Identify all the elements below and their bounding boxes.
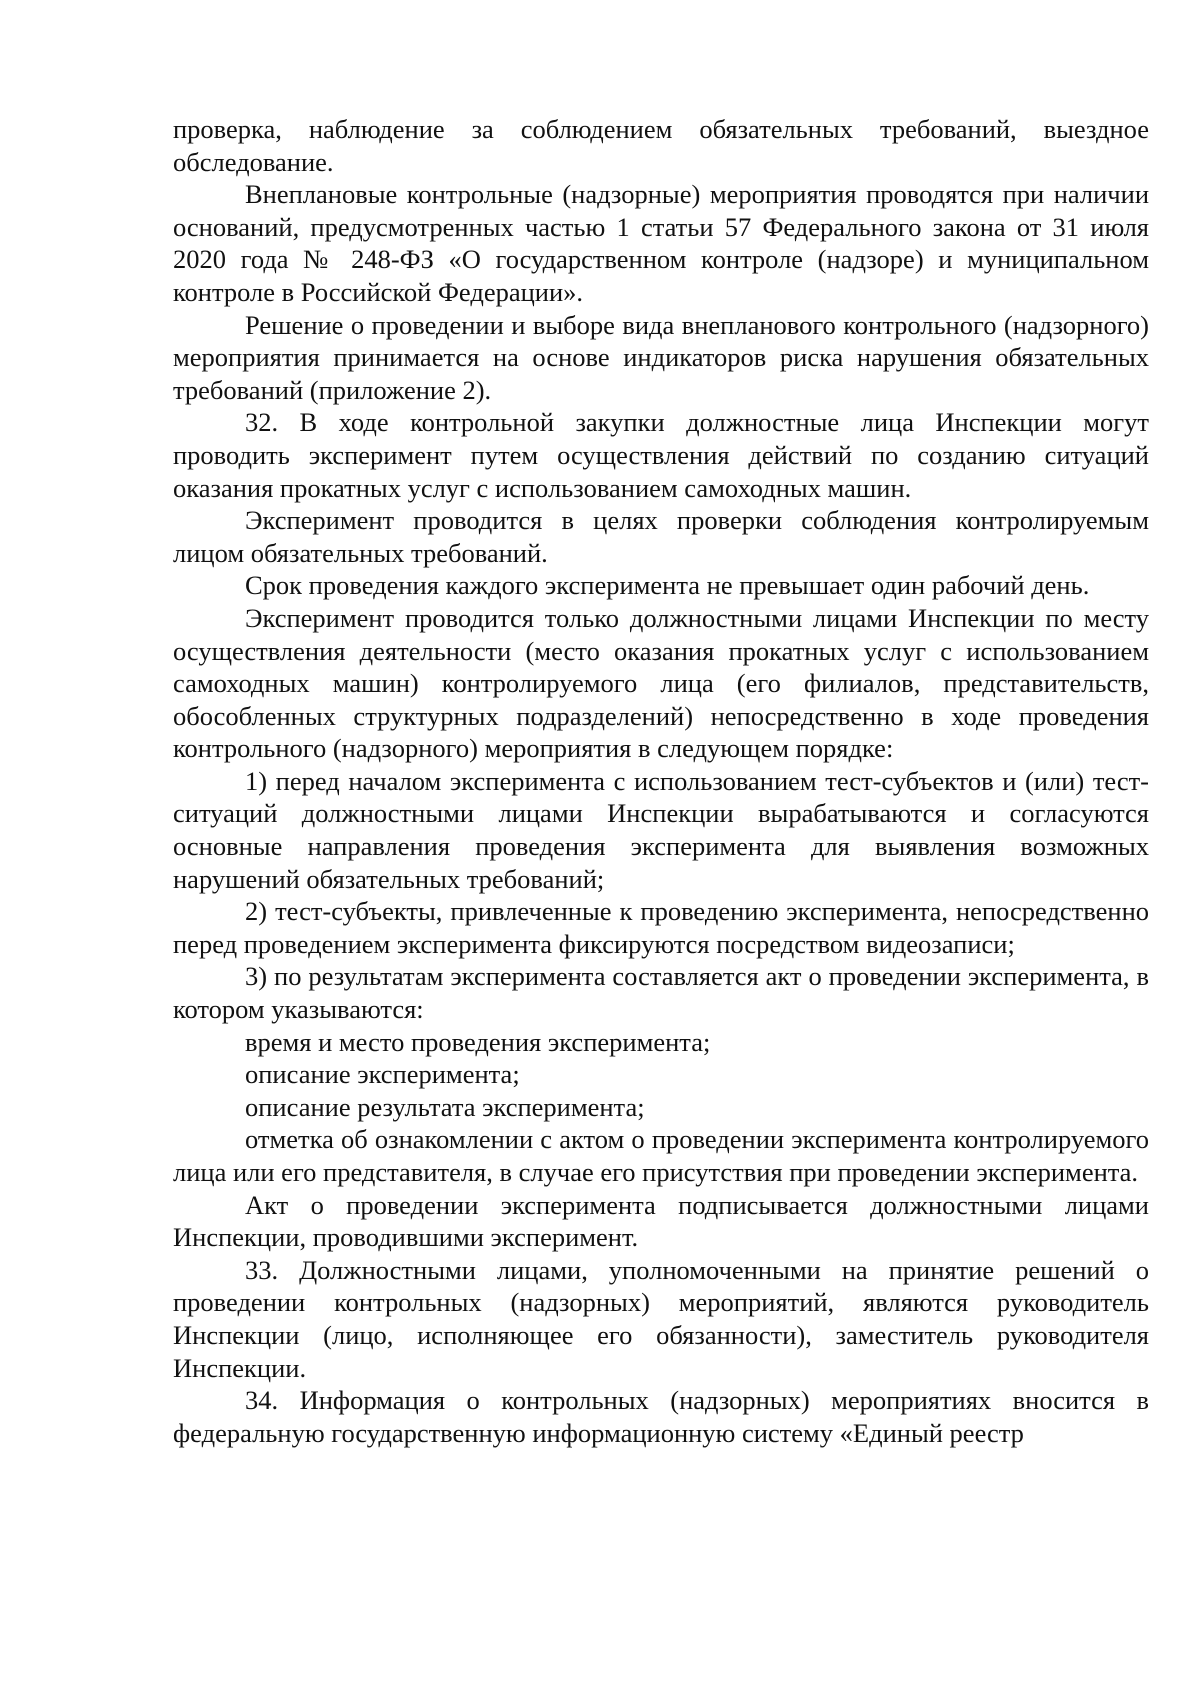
paragraph-decision-indicators: Решение о проведении и выборе вида внепланового контрольного (надзорного) мероприятия принимается на основе индикаторов риска нарушения обязательных требований (приложение 2). — [173, 309, 1149, 405]
paragraph-unscheduled-events: Внеплановые контрольные (надзорные) мероприятия проводятся при наличии оснований, предусмотренных частью 1 статьи 57 Федерального закона от 31 июля 2020 года № 248-ФЗ «О государственном контроле (надзоре) и муниципальном контроле в Российской Федерации». — [173, 179, 1149, 307]
list-item-3: 3) по результатам эксперимента составляется акт о проведении эксперимента, в котором указываются: — [173, 961, 1149, 1025]
paragraph-experiment-procedure: Эксперимент проводится только должностными лицами Инспекции по месту осуществления деятельности (место оказания прокатных услуг с использованием самоходных машин) контролируемого лица (его филиалов, представительств, обособленных структурных подразделений) непосредственно в ходе проведения контрольного (надзорного) мероприятия в следующем порядке: — [173, 602, 1149, 764]
paragraph-item-32: 32. В ходе контрольной закупки должностные лица Инспекции могут проводить эксперимент путем осуществления действий по созданию ситуаций оказания прокатных услуг с использованием самоходных машин. — [173, 407, 1149, 503]
paragraph-continuation: проверка, наблюдение за соблюдением обязательных требований, выездное обследование. — [173, 114, 1149, 177]
act-field-time-place: время и место проведения эксперимента; — [245, 1026, 711, 1057]
paragraph-experiment-purpose: Эксперимент проводится в целях проверки соблюдения контролируемым лицом обязательных требований. — [173, 505, 1149, 568]
paragraph-item-33: 33. Должностными лицами, уполномоченными на принятие решений о проведении контрольных (надзорных) мероприятий, являются руководитель Инспекции (лицо, исполняющее его обязанности), заместитель руководителя Инспекции. — [173, 1254, 1149, 1383]
document-body — [173, 113, 1149, 1449]
paragraph-act-signature: Акт о проведении эксперимента подписывается должностными лицами Инспекции, проводившими эксперимент. — [173, 1189, 1149, 1253]
list-item-2: 2) тест-субъекты, привлеченные к проведению эксперимента, непосредственно перед проведением эксперимента фиксируются посредством видеозаписи; — [173, 896, 1149, 959]
paragraph-item-34: 34. Информация о контрольных (надзорных) мероприятиях вносится в федеральную государственную информационную систему «Единый реестр — [173, 1385, 1149, 1448]
act-field-acknowledgement: отметка об ознакомлении с актом о проведении эксперимента контролируемого лица или его представителя, в случае его присутствия при проведении эксперимента. — [173, 1124, 1149, 1187]
list-item-1: 1) перед началом эксперимента с использованием тест-субъектов и (или) тест-ситуаций должностными лицами Инспекции вырабатываются и согласуются основные направления проведения эксперимента для выявления возможных нарушений обязательных требований; — [173, 765, 1149, 894]
act-field-result: описание результата эксперимента; — [245, 1091, 645, 1122]
paragraph-experiment-term: Срок проведения каждого эксперимента не превышает один рабочий день. — [245, 570, 1090, 601]
act-field-description: описание эксперимента; — [245, 1059, 520, 1090]
